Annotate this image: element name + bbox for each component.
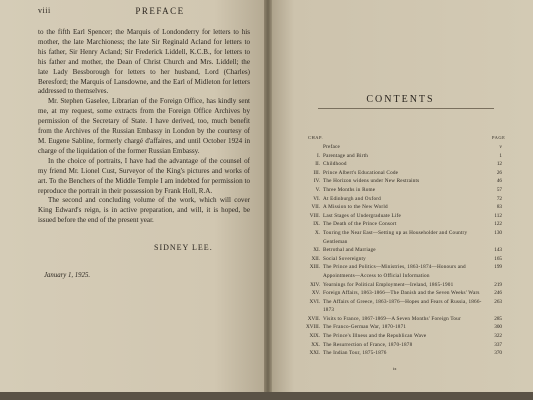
contents-entry <box>300 186 502 195</box>
chapter-page: 46 <box>496 178 502 185</box>
contents-entry <box>300 203 502 212</box>
chapter-number: XVIII. <box>306 324 320 331</box>
chapter-title: Social Sovereignty <box>323 255 366 262</box>
chapter-number: XXI. <box>309 350 320 357</box>
chapter-number: III. <box>313 169 320 176</box>
contents-entry <box>300 255 502 264</box>
chapter-number: I. <box>316 152 320 159</box>
contents-entry <box>300 169 502 178</box>
chapter-number: VI. <box>313 195 320 202</box>
chapter-number: VIII. <box>309 212 320 219</box>
chapter-title: The Resurrection of France, 1870-1878 <box>323 341 413 348</box>
page-number-right: ix <box>393 366 397 371</box>
chapter-page: 165 <box>494 255 502 262</box>
chapter-page: 122 <box>494 221 502 228</box>
contents-entry <box>300 341 502 350</box>
chapter-number: XVI. <box>309 298 320 305</box>
chapter-title: The Affairs of Greece, 1863-1876—Hopes and Fears of Russia, 1866-1873 <box>323 298 482 314</box>
chapter-page: 12 <box>496 161 502 168</box>
contents-entry <box>300 323 502 332</box>
chapter-number: XIII. <box>309 264 320 271</box>
chapter-title: The Prince and Politics—Ministries, 1863-1874—Honours and Appointments—Access to Official Information <box>323 264 466 279</box>
chapter-page: 57 <box>496 186 502 193</box>
chapter-page: 300 <box>494 324 502 331</box>
chapter-number: V. <box>315 186 320 193</box>
chapter-number: IX. <box>313 221 320 228</box>
chapter-title: The Franco-German War, 1870-1871 <box>323 324 407 331</box>
chapter-title: Foreign Affairs, 1863-1866—The Danish and the Seven Weeks' Wars <box>323 290 480 297</box>
book-gutter <box>264 0 272 400</box>
chapter-page: 130 <box>494 229 502 236</box>
contents-entry <box>300 195 502 204</box>
chapter-page: 263 <box>494 298 502 305</box>
contents-entry <box>300 315 502 324</box>
chapter-title: The Horizon widens under New Restraints <box>323 178 420 185</box>
contents-entry <box>300 332 502 341</box>
chapter-page: 112 <box>494 212 502 219</box>
chapter-title: Visits to France, 1867-1869—A Seven Months' Foreign Tour <box>323 315 461 322</box>
chapter-title: Preface <box>323 144 340 150</box>
contents-entry <box>300 263 502 280</box>
contents-entry <box>300 212 502 221</box>
preface-paragraph: The second and concluding volume of the work, which will cover King Edward's reign, is in active preparation, and will, it is hoped, be issued before the end of the present year. <box>38 196 250 225</box>
chapter-number: XII. <box>311 255 320 262</box>
contents-entry <box>300 246 502 255</box>
running-head: PREFACE <box>135 6 185 16</box>
chapter-page: 1 <box>499 152 502 159</box>
chapter-title: Parentage and Birth <box>323 152 368 159</box>
chapter-number: VII. <box>311 204 320 211</box>
chapter-number: XV. <box>311 290 320 297</box>
chapter-page: 219 <box>494 281 502 288</box>
chapter-page: 26 <box>496 169 502 176</box>
contents-entry <box>300 152 502 161</box>
chapter-number: XVII. <box>307 315 320 322</box>
page-edge <box>0 392 533 400</box>
preface-date: January 1, 1925. <box>44 272 91 279</box>
chapter-number: XIV. <box>310 281 320 288</box>
chapter-title: Touring the Near East—Setting up as Householder and Country Gentleman <box>323 229 468 245</box>
preface-paragraph: In the choice of portraits, I have had the advantage of the counsel of my friend Mr. Lionel Cust, Surveyor of the King's pictures and works of art. To the Benchers of the Middle Temple I am indebted for permission to reproduce the portrait in their possession by Frank Holl, R.A. <box>38 156 250 195</box>
column-header-page: PAGE <box>492 135 506 140</box>
chapter-number: IV. <box>313 178 320 185</box>
chapter-page: 199 <box>494 264 502 271</box>
contents-entry <box>300 177 502 186</box>
chapter-page: 246 <box>494 290 502 297</box>
preface-text <box>38 28 250 226</box>
chapter-number: II. <box>315 161 320 168</box>
contents-entry <box>300 143 502 152</box>
contents-entry <box>300 220 502 229</box>
contents-entry <box>300 160 502 169</box>
chapter-title: Prince Albert's Educational Code <box>323 169 399 176</box>
column-header-chap: CHAP. <box>308 135 324 140</box>
preface-paragraph: to the fifth Earl Spencer; the Marquis of Londonderry for letters to his mother, the late Marchioness; the late Sir Reginald Acland for letters to his father, Sir Henry Acland; Sir Frederick Liddell, K.C.B., for letters to his father and mother, the Dean of Christ Church and Mrs. Liddell; the late Lady Bessborough for letters to her husband, Lord (Charles) Beresford; the Marquis of Lansdowne, and the Earl of Midleton for letters addressed to themselves. <box>38 28 250 96</box>
signature: SIDNEY LEE. <box>154 243 213 252</box>
contents-entry <box>300 281 502 290</box>
contents-title: CONTENTS <box>366 94 435 105</box>
chapter-page: 83 <box>496 204 502 211</box>
chapter-title: The Death of the Prince Consort <box>323 221 397 228</box>
chapter-title: Childhood <box>323 161 347 168</box>
chapter-title: A Mission to the New World <box>323 204 388 211</box>
chapter-page: 285 <box>494 315 502 322</box>
chapter-page: v <box>499 144 502 150</box>
chapter-title: Betrothal and Marriage <box>323 247 376 254</box>
contents-entry <box>300 349 502 358</box>
chapter-number: X. <box>314 229 320 236</box>
page-number-left: viii <box>38 6 51 15</box>
chapter-title: Yearnings for Political Employment—Ireland, 1865-1901 <box>323 281 454 288</box>
contents-entry <box>300 289 502 298</box>
chapter-number: XX. <box>311 341 320 348</box>
chapter-title: Last Stages of Undergraduate Life <box>323 212 401 219</box>
chapter-page: 370 <box>494 350 502 357</box>
contents-entry <box>300 298 502 315</box>
chapter-number: XI. <box>313 247 320 254</box>
chapter-number: XIX. <box>309 333 320 340</box>
divider <box>318 108 494 109</box>
chapter-title: Three Months in Rome <box>323 186 376 193</box>
contents-list <box>300 143 502 358</box>
preface-paragraph: Mr. Stephen Gaselee, Librarian of the Foreign Office, has kindly sent me, at my request, some extracts from the Foreign Office Archives by permission of the Secretary of State. I have derived, too, much benefit from the Archives of the Russian Embassy in London by the courtesy of M. Eugene Sabline, formerly chargé d'affaires, and until October 1924 in charge of the liquidation of the former Russian Embassy. <box>38 97 250 155</box>
chapter-page: 322 <box>494 333 502 340</box>
chapter-title: At Edinburgh and Oxford <box>323 195 381 202</box>
contents-entry <box>300 229 502 246</box>
chapter-title: The Prince's Illness and the Republican Wave <box>323 333 427 340</box>
chapter-page: 72 <box>496 195 502 202</box>
chapter-title: The Indian Tour, 1875-1876 <box>323 350 387 357</box>
chapter-page: 337 <box>494 341 502 348</box>
chapter-page: 143 <box>494 247 502 254</box>
